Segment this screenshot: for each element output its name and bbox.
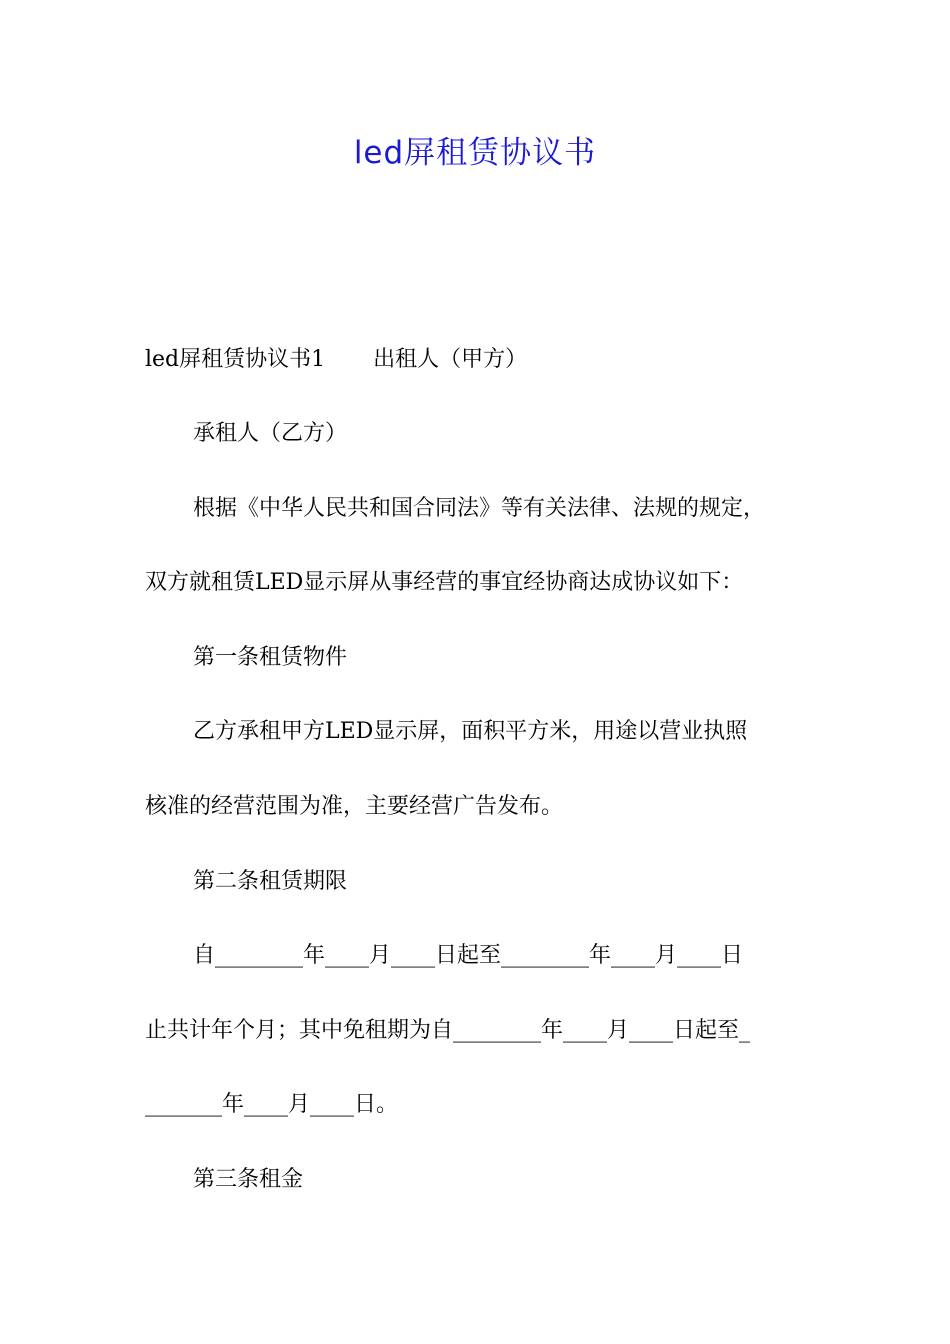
paragraph-line-4: 双方就租赁LED显示屏从事经营的事宜经协商达成协议如下：	[145, 570, 744, 595]
paragraph-line-3: 根据《中华人民共和国合同法》等有关法律、法规的规定，	[193, 496, 766, 521]
document-title: led屏租赁协议书	[353, 135, 597, 171]
paragraph-line-11: _______年____月____日。	[145, 1092, 399, 1117]
heading-inline: led屏租赁协议书1	[145, 347, 326, 372]
paragraph-line-10: 止共计年个月；其中免租期为自________年____月____日起至_	[145, 1018, 751, 1043]
article-2-heading: 第二条租赁期限	[193, 869, 348, 894]
paragraph-line-1	[145, 342, 845, 378]
article-3-heading: 第三条租金	[193, 1167, 304, 1192]
lessee-label: 承租人（乙方）	[193, 421, 348, 446]
paragraph-line-6: 乙方承租甲方LED显示屏，面积平方米，用途以营业执照	[193, 719, 748, 744]
article-1-heading: 第一条租赁物件	[193, 645, 348, 670]
paragraph-line-9: 自________年____月____日起至________年____月____日	[193, 943, 744, 968]
lessor-label: 出租人（甲方）	[373, 347, 528, 372]
paragraph-line-7: 核准的经营范围为准，主要经营广告发布。	[145, 794, 564, 819]
